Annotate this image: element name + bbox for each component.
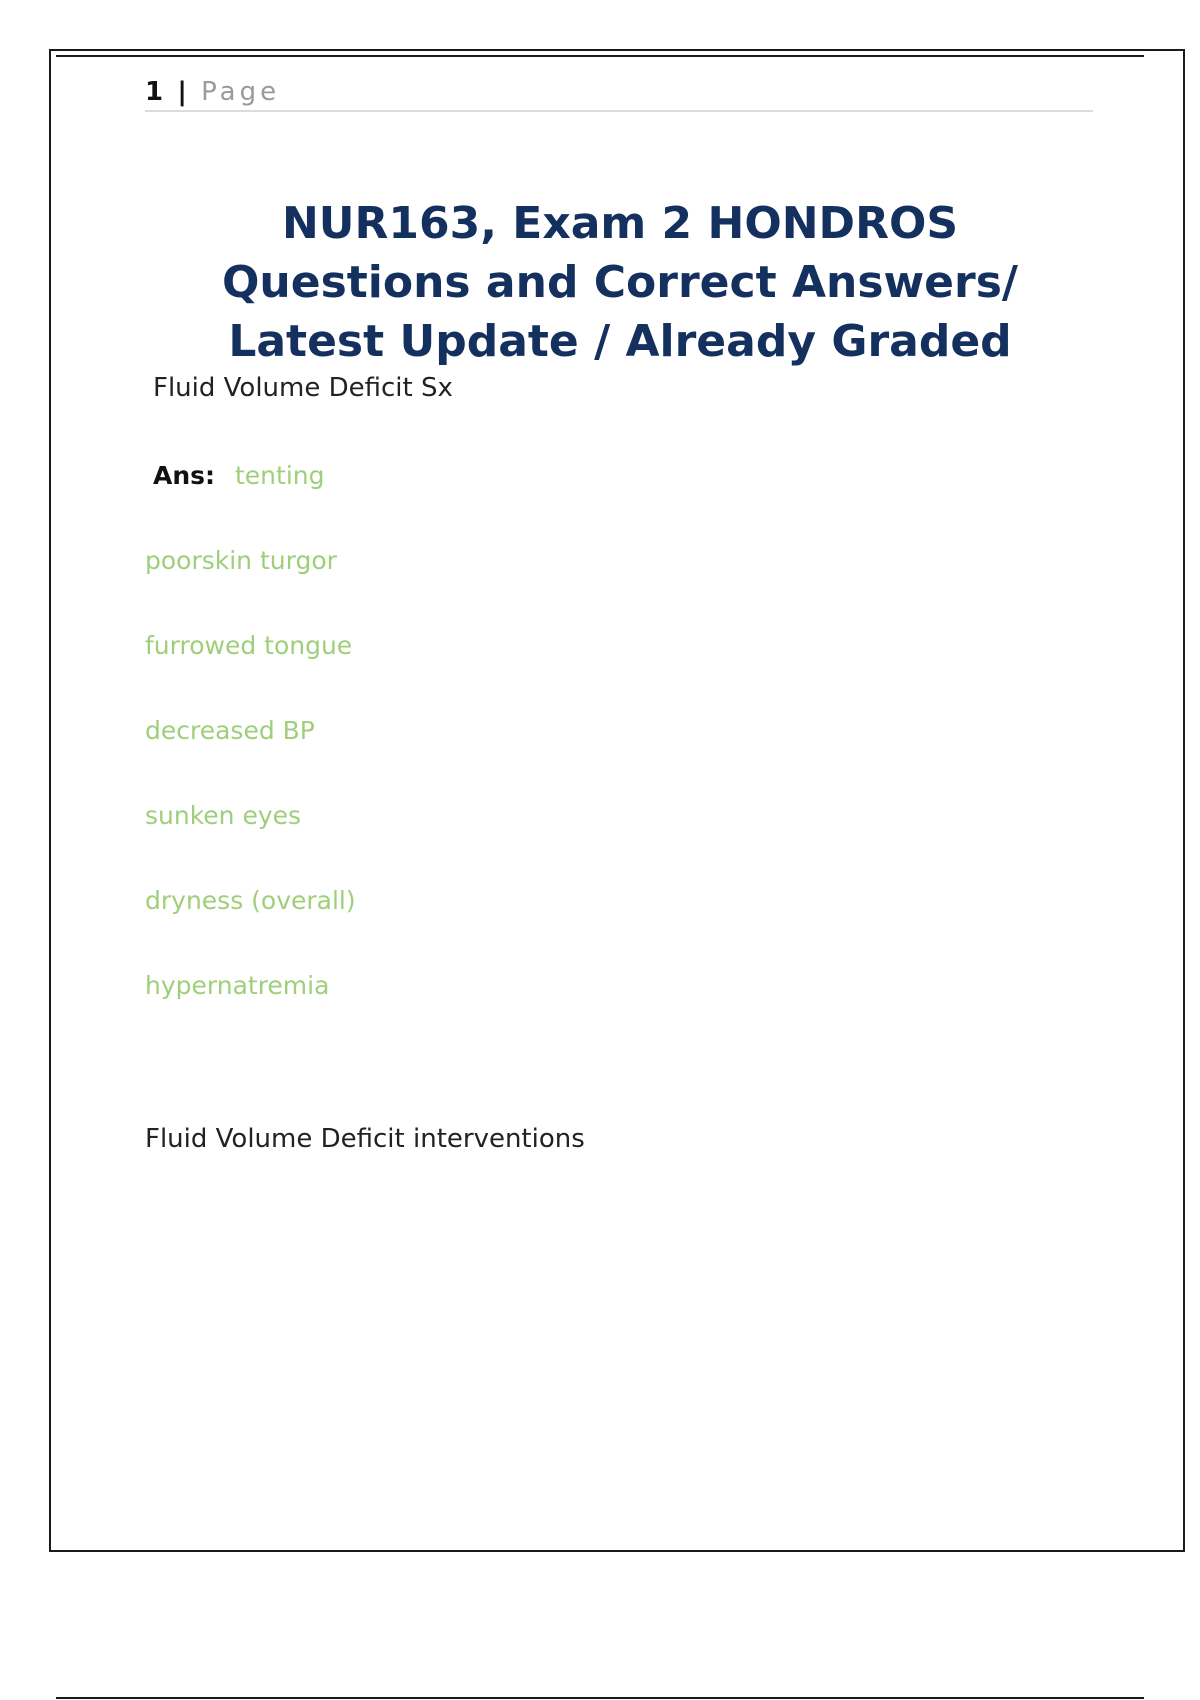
page-number: 1 [145,77,164,107]
answer-item: hypernatremia [145,971,330,1000]
header-separator: | [177,77,187,107]
question-prompt: Fluid Volume Deficit Sx [153,373,453,403]
answer-label: Ans: [153,461,216,490]
page-header [145,74,1093,112]
answer-item: decreased BP [145,716,315,745]
answer-item: sunken eyes [145,801,302,830]
question-prompt: Fluid Volume Deficit interventions [145,1124,585,1154]
answer-item: furrowed tongue [145,631,353,660]
document-title: NUR163, Exam 2 HONDROS Questions and Correct Answers/ Latest Update / Already Graded [222,198,1018,367]
bottom-rule [56,1697,1144,1699]
answer-item: tenting [234,461,325,490]
top-rule [56,55,1144,57]
answer-item: dryness (overall) [145,886,356,915]
answer-item: poorskin turgor [145,546,337,575]
page-word: Page [201,77,281,107]
answer-line [153,461,324,490]
